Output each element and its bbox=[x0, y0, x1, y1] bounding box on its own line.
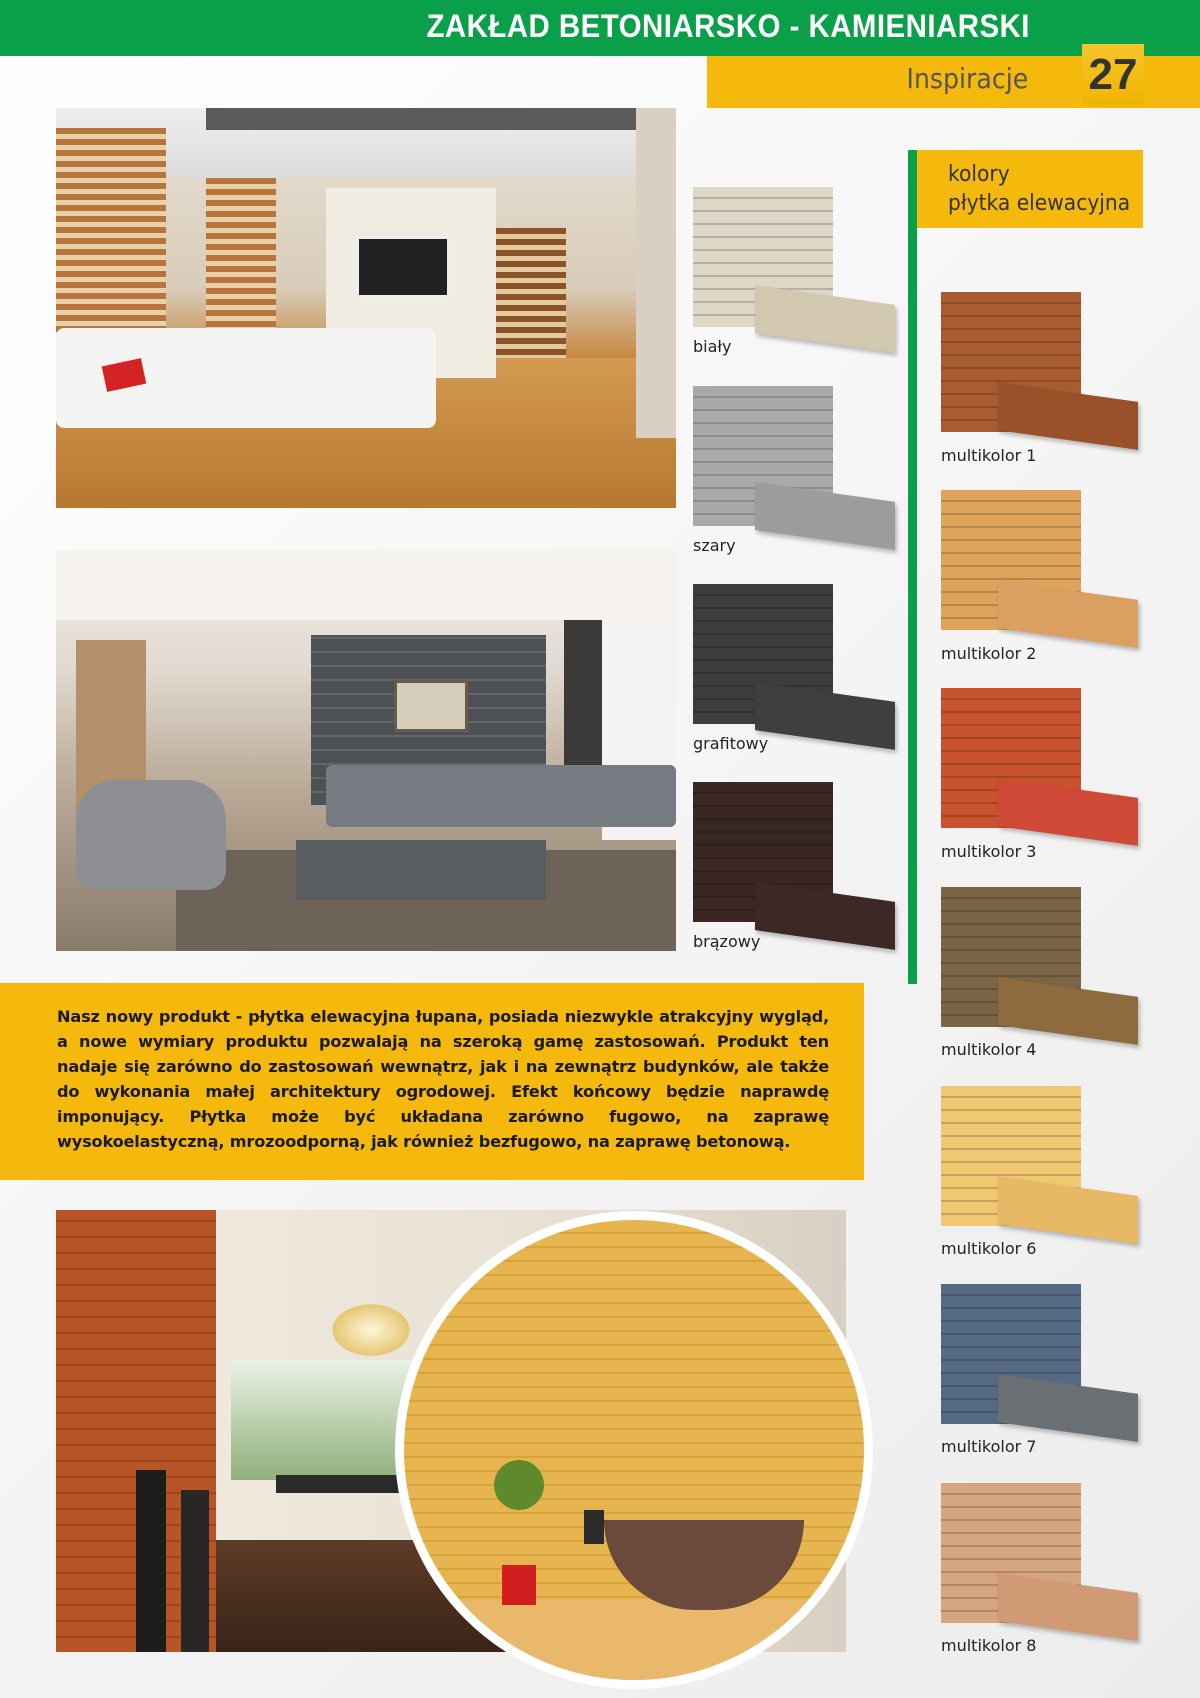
swatch-bar bbox=[998, 580, 1138, 648]
colors-title-line1: kolory bbox=[948, 162, 1010, 187]
wall-picture bbox=[394, 680, 468, 732]
tall-vase bbox=[136, 1470, 166, 1652]
swatch-label: biały bbox=[693, 337, 732, 356]
swatch-bar bbox=[998, 382, 1138, 450]
door-blinds bbox=[496, 228, 566, 358]
product-description: Nasz nowy produkt - płytka elewacyjna łupana, posiada niezwykle atrakcyjny wygląd, a nowe wymiary produktu pozwalają na szeroką gamę zastosowań. Produkt ten nadaje się zarówno do zastosowań wewnątrz, jak i na zewnątrz budynków, ale także do wykonania małej architektury ogrodowej. Efekt końcowy będzie naprawdę imponujący. Płytka może być układana zarówno fugowo, na zaprawę wysokoelastyczną, mrozoodporną, jak również bezfugowo, na zaprawę betonową. bbox=[57, 1007, 829, 1151]
section-title: Inspiracje bbox=[906, 62, 1028, 95]
swatch-bar bbox=[755, 682, 895, 750]
bathtub bbox=[604, 1520, 804, 1610]
page-number: 27 bbox=[1082, 44, 1144, 106]
swatch-bar bbox=[998, 1573, 1138, 1641]
swatch-label: multikolor 6 bbox=[941, 1239, 1037, 1258]
bathroom-circle-photo bbox=[395, 1211, 873, 1689]
swatch-bar bbox=[998, 1176, 1138, 1244]
living-room-photo-2 bbox=[56, 550, 676, 951]
window-blinds bbox=[206, 178, 276, 348]
swatch-label: grafitowy bbox=[693, 734, 769, 753]
swatch-label: brązowy bbox=[693, 932, 761, 951]
swatch-bar bbox=[755, 482, 895, 550]
bathroom-floor bbox=[404, 1600, 873, 1689]
ceiling-beam bbox=[206, 108, 676, 130]
window-blinds bbox=[56, 128, 166, 348]
swatch-bar bbox=[998, 778, 1138, 846]
swatch-label: multikolor 4 bbox=[941, 1040, 1037, 1059]
ceiling bbox=[56, 550, 676, 620]
grey-sofa bbox=[326, 765, 676, 827]
swatch-label: szary bbox=[693, 536, 736, 555]
green-rule bbox=[908, 150, 917, 984]
swatch-bar bbox=[998, 977, 1138, 1045]
swatch-bar bbox=[755, 285, 895, 353]
swatch-label: multikolor 1 bbox=[941, 446, 1037, 465]
tall-vase bbox=[181, 1490, 209, 1652]
colors-title-line2: płytka elewacyjna bbox=[948, 191, 1131, 216]
swatch-bar bbox=[998, 1374, 1138, 1442]
potted-plant bbox=[494, 1460, 544, 1510]
colors-panel-title bbox=[948, 160, 1130, 218]
swatch-label: multikolor 2 bbox=[941, 644, 1037, 663]
chandelier bbox=[326, 1300, 416, 1360]
swatch-label: multikolor 8 bbox=[941, 1636, 1037, 1655]
tv-screen bbox=[356, 236, 450, 298]
armchair bbox=[76, 780, 226, 890]
swatch-label: multikolor 7 bbox=[941, 1437, 1037, 1456]
wall-fixture bbox=[584, 1510, 604, 1544]
coffee-table bbox=[296, 840, 546, 900]
living-room-photo-1 bbox=[56, 108, 676, 508]
side-wall bbox=[636, 108, 676, 438]
swatch-bar bbox=[755, 882, 895, 950]
red-pot bbox=[502, 1565, 536, 1605]
company-name: ZAKŁAD BETONIARSKO - KAMIENIARSKI bbox=[426, 8, 1030, 44]
swatch-label: multikolor 3 bbox=[941, 842, 1037, 861]
